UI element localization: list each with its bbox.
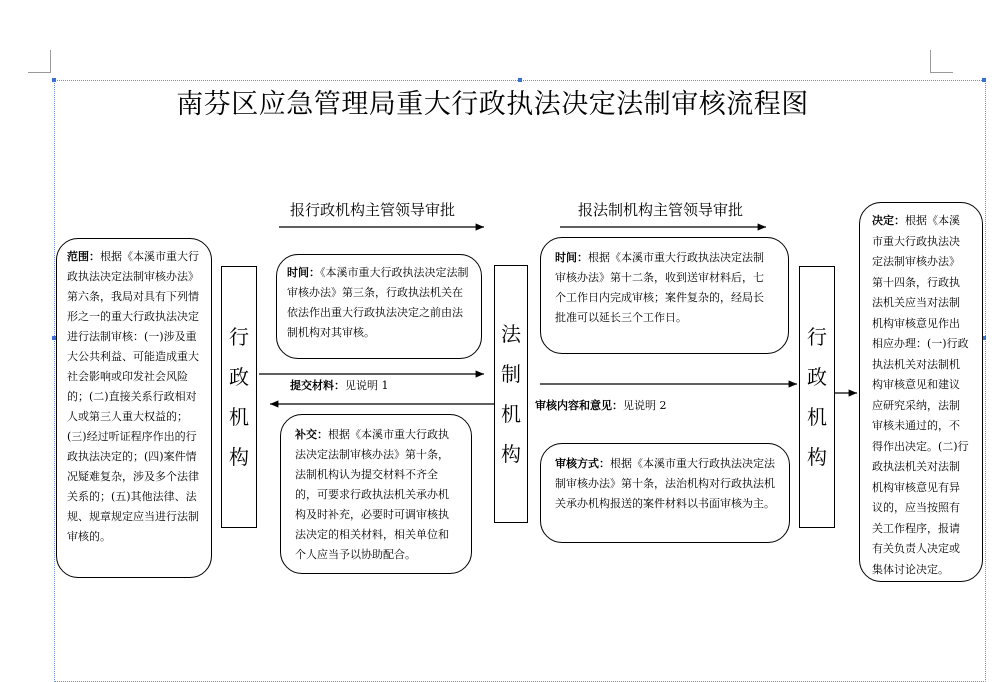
review-content-heading: 审核内容和意见： xyxy=(535,399,623,412)
column-char: 机 xyxy=(501,402,521,426)
column-char: 行 xyxy=(807,325,827,349)
time1-text: 《本溪市重大行政执法决定法制审核办法》第三条，行政执法机关在依法作出重大行政执法决定之前由法制机构对其审核。 xyxy=(287,266,469,339)
column-char: 构 xyxy=(807,445,827,469)
time-box-admin xyxy=(276,254,482,359)
decision-box xyxy=(859,202,983,582)
column-char: 制 xyxy=(501,362,521,386)
supplement-text: 根据《本溪市重大行政执法决定法制审核办法》第十条，法制机构认为提交材料不齐全的，可要求行政执法机关承办机构及时补充，必要时可调审核执法决定的相关材料，相关单位和个人应当予以协助配合。 xyxy=(295,428,449,561)
column-char: 政 xyxy=(807,365,827,389)
top-label-left: 报行政机构主管领导审批 xyxy=(290,201,456,219)
submit-text: 见说明 1 xyxy=(345,379,389,392)
time1-heading: 时间： xyxy=(287,266,320,279)
column-legal-middle xyxy=(494,265,528,523)
decision-text: 根据《本溪市重大行政执法决定法制审核办法》第十四条，行政执法机关应当对法制机构审核意见作出相应办理：(一)行政执法机关对法制机构审核意见和建议应研究采纳，法制审核未通过的，不得作出决定。(二)行政执法机关对法制机构审核意见有异议的，应当按照有关工作程序，报请有关负责人决定或集体讨论决定。 xyxy=(872,214,969,576)
column-char: 行 xyxy=(229,325,249,349)
time2-text: 根据《本溪市重大行政执法决定法制审核办法》第十二条，收到送审材料后，七个工作日内完成审核；案件复杂的，经局长批准可以延长三个工作日。 xyxy=(555,251,764,324)
time2-heading: 时间： xyxy=(555,251,588,264)
flowchart-title: 南芬区应急管理局重大行政执法决定法制审核流程图 xyxy=(176,89,809,120)
scope-text: 根据《本溪市重大行政执法决定法制审核办法》第六条，我局对具有下列情形之一的重大行政执法决定进行法制审核：(一)涉及重大公共利益、可能造成重大社会影响或印发社会风险的；(二)直接关系行政相对人或第三人重大权益的；(三)经过听证程序作出的行政执法决定的；(四)案件情况疑难复杂，涉及多个法律关系的；(五)其他法律、法规、规章规定应当进行法制审核的。 xyxy=(67,250,199,543)
submit-heading: 提交材料： xyxy=(290,379,345,392)
column-admin-right xyxy=(799,266,835,528)
time-box-legal xyxy=(540,237,789,354)
column-admin-left xyxy=(221,266,257,528)
column-char: 法 xyxy=(501,322,521,346)
review-method-text: 根据《本溪市重大行政执法决定法制审核办法》第十条，法治机构对行政执法机关承办机构报送的案件材料以书面审核为主。 xyxy=(555,457,775,510)
review-content-label xyxy=(535,397,667,413)
review-method-box xyxy=(540,443,790,543)
column-char: 构 xyxy=(501,442,521,466)
decision-heading: 决定： xyxy=(872,214,905,227)
review-method-heading: 审核方式： xyxy=(555,457,610,470)
column-char: 机 xyxy=(807,405,827,429)
review-content-text: 见说明 2 xyxy=(623,399,667,412)
supplement-heading: 补交： xyxy=(295,428,328,441)
scope-box xyxy=(56,238,212,578)
column-char: 机 xyxy=(229,405,249,429)
scope-heading: 范围： xyxy=(67,250,100,263)
supplement-box xyxy=(280,414,472,574)
column-char: 构 xyxy=(229,445,249,469)
submit-label xyxy=(290,377,389,393)
column-char: 政 xyxy=(229,365,249,389)
top-label-right: 报法制机构主管领导审批 xyxy=(578,201,744,219)
